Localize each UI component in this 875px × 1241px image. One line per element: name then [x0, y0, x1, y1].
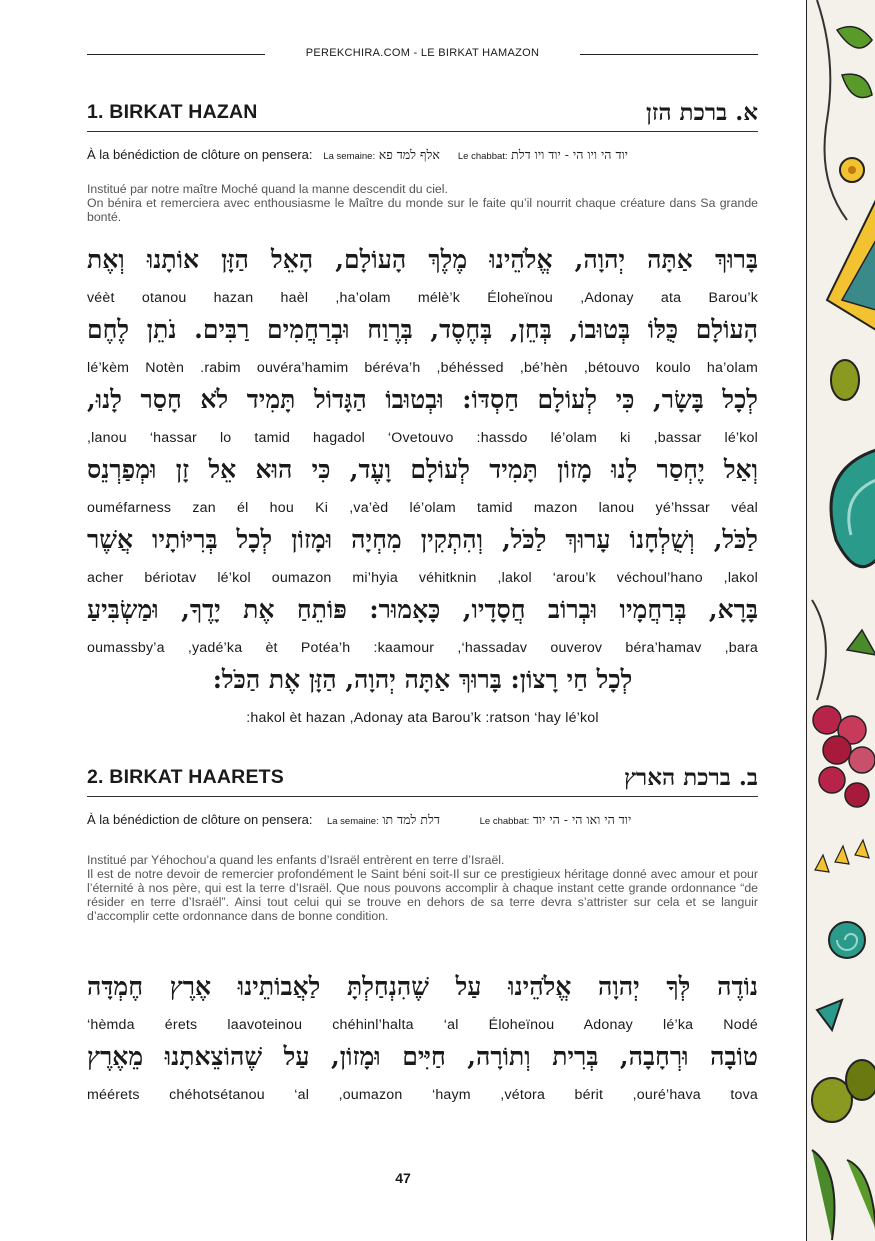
hebrew-line: נוֹדֶה לְּךָ יְהוָה אֱלֹהֵינוּ עַל שֶׁהִנְחַלְתָּ לַאֲבוֹתֵינוּ אֶרֶץ חֶמְדָּה	[87, 972, 758, 1001]
transliteration-line: acher bériotav lé’kol oumazon mi’hyia véhitknin ,lakol ‘arou’k véchoul’hano ,lakol	[87, 570, 758, 586]
cloture-label: À la bénédiction de clôture on pensera: La semaine: דלת למד תו Le chabbat: יוד הי ואו הי - הי יוד	[87, 812, 632, 827]
hebrew-line: הָעוֹלָם כֻּלּוֹ בְּטוּבוֹ, בְּחֵן, בְּחֶסֶד, בְּרֶוַח וּבְרַחֲמִים רַבִּים. נֹתֵן לֶחֶם	[87, 315, 758, 344]
transliteration-line: ouméfarness zan él hou Ki ,va’èd lé’olam tamid mazon lanou yé’hssar véal	[87, 500, 758, 516]
transliteration-line: ,lanou ‘hassar lo tamid hagadol ‘Ovetouvo :hassdo lé’olam ki ,bassar lé’kol	[87, 430, 758, 446]
intro-paragraph: Institué par Yéhochou’a quand les enfants d’Israël entrèrent en terre d’Israël.	[87, 853, 505, 867]
running-header	[87, 44, 758, 66]
decorative-border	[806, 0, 875, 1241]
transliteration-line: méérets chéhotsétanou ‘al ,oumazon ‘haym ,vétora bérit ,ouré’hava tova	[87, 1087, 758, 1103]
cloture-label: À la bénédiction de clôture on pensera: La semaine: אלף למד פא Le chabbat: יוד הי ויו הי - יוד ויו דלת	[87, 147, 628, 162]
hebrew-line: בָּרָא, בְּרַחֲמָיו וּבְרוֹב חֲסָדָיו, כָּאָמוּר: פּוֹתֵחַ אֶת יָדֶךָ, וּמַשְׂבִּיעַ	[87, 595, 758, 624]
intro-paragraph: On bénira et remerciera avec enthousiasme le Maître du monde sur le faite qu’il nourrit chaque créature dans Sa grande bonté.	[87, 196, 758, 224]
transliteration-line: ‘hèmda érets laavoteinou chéhinl’halta ‘al Éloheïnou Adonay lé’ka Nodé	[87, 1017, 758, 1033]
semaine-value: דלת למד תו	[382, 812, 440, 827]
hebrew-line: לְכָל בָּשָׂר, כִּי לְעוֹלָם חַסְדּוֹ: וּבְטוּבוֹ הַגָּדוֹל תָּמִיד לֹא חָסַר לָנוּ,	[87, 385, 758, 414]
section-title-fr: 1. BIRKAT HAZAN	[87, 101, 258, 123]
hebrew-line: בָּרוּךְ אַתָּה יְהוָה, אֱלֹהֵינוּ מֶלֶךְ הָעוֹלָם, הָאֵל הַזָּן אוֹתָנוּ וְאֶת	[87, 245, 758, 274]
section-title-he: א. ברכת הזן	[646, 99, 758, 126]
section-title-he: ב. ברכת הארץ	[623, 764, 758, 791]
semaine-label: La semaine:	[323, 151, 376, 162]
section-2-intro	[87, 853, 758, 923]
border-illustration-icon	[807, 0, 875, 1241]
hebrew-line: לְכָל חַי רָצוֹן: בָּרוּךְ אַתָּה יְהוָה, הַזָּן אֶת הַכֹּל:	[212, 665, 633, 694]
hebrew-line: לַכֹּל, וְשֻׁלְחָנוֹ עָרוּךְ לַכֹּל, וְהִתְקִין מִחְיָה וּמָזוֹן לְכָל בְּרִיּוֹתָיו אֲשֶׁר	[87, 525, 758, 554]
chabbat-value: יוד הי ויו הי - יוד ויו דלת	[511, 147, 628, 162]
section-title-fr: 2. BIRKAT HAARETS	[87, 766, 284, 788]
transliteration-line: :hakol èt hazan ,Adonay ata Barou’k :ratson ‘hay lé’kol	[246, 710, 599, 726]
running-title: PEREKCHIRA.COM - LE BIRKAT HAMAZON	[305, 47, 540, 59]
hebrew-line: טוֹבָה וּרְחָבָה, בְּרִית וְתוֹרָה, חַיִּים וּמָזוֹן, עַל שֶׁהוֹצֵאתָנוּ מֵאֶרֶץ	[87, 1042, 758, 1071]
intro-paragraph: Institué par notre maître Moché quand la manne descendit du ciel.	[87, 182, 448, 196]
semaine-label: La semaine:	[326, 816, 379, 827]
section-2-heading	[87, 766, 758, 797]
semaine-value: אלף למד פא	[378, 147, 440, 162]
intro-paragraph: Il est de notre devoir de remercier profondément le Saint béni soit-Il sur ce prestigieux héritage donné avec amour et pour l’éternité à nos père, qui est la terre d’Israël. Que nous pouvons accomplir à chaque instant cette grande ordonnance “de résider en terre d’Israël”. Ainsi tout celui qui se trouve en dehors de sa terre devra s’attrister sur cela et se languir d’accomplir cette ordonnance dans de bonne condition.	[87, 867, 758, 923]
section-1-intro	[87, 182, 758, 224]
chabbat-label: Le chabbat:	[457, 151, 508, 162]
transliteration-line: oumassby’a ,yadé’ka èt Potéa’h :kaamour ,‘hassadav ouverov béra’hamav ,bara	[87, 640, 758, 656]
header-rule-right	[580, 54, 758, 55]
page-number: 47	[395, 1170, 411, 1186]
chabbat-label: Le chabbat:	[479, 816, 530, 827]
transliteration-line: véèt otanou hazan haèl ,ha’olam mélè’k Éloheïnou ,Adonay ata Barou’k	[87, 290, 758, 306]
section-1-cloture	[87, 145, 758, 165]
hebrew-line: וְאַל יֶחְסַר לָנוּ מָזוֹן תָּמִיד לְעוֹלָם וָעֶד, כִּי הוּא אֵל זָן וּמְפַרְנֵס	[87, 455, 758, 484]
section-2-cloture	[87, 810, 758, 830]
chabbat-value: יוד הי ואו הי - הי יוד	[532, 812, 632, 827]
transliteration-line: lé’kèm Notèn .rabim ouvéra’hamim béréva’h ,béhéssed ,bé’hèn ,bétouvo koulo ha’olam	[87, 360, 758, 376]
section-1-heading	[87, 101, 758, 132]
